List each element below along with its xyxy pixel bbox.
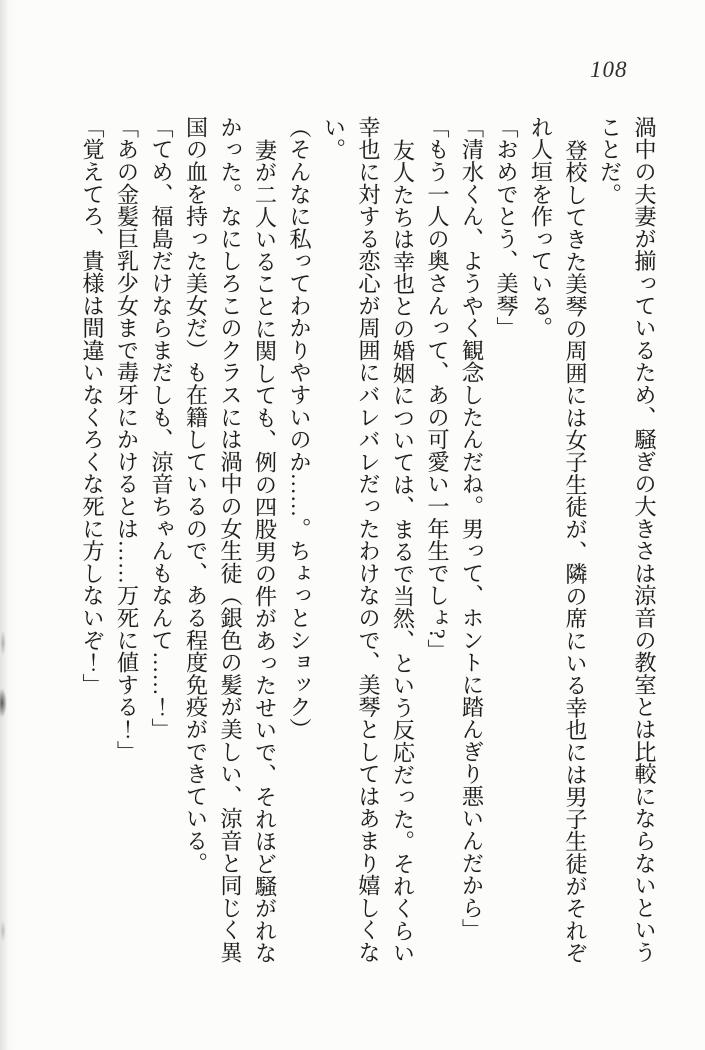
text-column: 「清水くん、ようやく観念したんだね。男って、ホントに踏んぎり悪いんだから」 <box>459 116 485 942</box>
page-number: 108 <box>590 57 628 82</box>
text-column: 国の血を持った美女だ）も在籍しているので、ある程度免疫ができている。 <box>183 116 209 875</box>
text-column: 「おめでとう、美琴」 <box>494 116 519 339</box>
text-column: 「あの金髪巨乳少女まで毒牙にかけるとは……万死に値する！」 <box>114 116 140 763</box>
text-column: ことだ。 <box>597 116 623 206</box>
text-column: （そんなに私ってわかりやすいのか……。ちょっとショック） <box>287 116 312 741</box>
text-column: 「覚えてろ、貴様は間違いなくろくな死に方しないぞ！」 <box>80 116 105 696</box>
scan-artifact <box>0 688 7 718</box>
text-column: かった。なにしろこのクラスには渦中の女生徒（銀色の髪が美しい、涼音と同じく異 <box>218 116 243 964</box>
text-area <box>75 116 662 968</box>
scan-artifact <box>0 630 6 656</box>
text-column: 「てめ、福島だけならまだしも、涼音ちゃんもなんて……！」 <box>149 116 174 741</box>
text-column: 「もう一人の奥さんって、あの可愛い一年生でしょ?」 <box>425 116 450 662</box>
text-column: 幸也に対する恋心が周囲にバレバレだったわけなので、美琴としてはあまり嬉しくな <box>356 116 381 964</box>
text-column: 妻が二人いることに関しても、例の四股男の件があったせいで、それほど騒がれな <box>252 139 278 965</box>
text-column: れ人垣を作っている。 <box>528 116 554 339</box>
text-column: い。 <box>321 116 347 161</box>
text-column: 登校してきた美琴の周囲には女子生徒が、隣の席にいる幸也には男子生徒がそれぞ <box>563 139 588 965</box>
scan-artifact <box>0 920 6 942</box>
text-column: 友人たちは幸也との婚姻については、まるで当然、という反応だった。それくらい <box>390 139 416 965</box>
scan-edge-shade <box>0 0 16 1050</box>
text-column: 渦中の夫妻が揃っているため、騒ぎの大きさは涼音の教室とは比較にならないという <box>632 116 657 964</box>
